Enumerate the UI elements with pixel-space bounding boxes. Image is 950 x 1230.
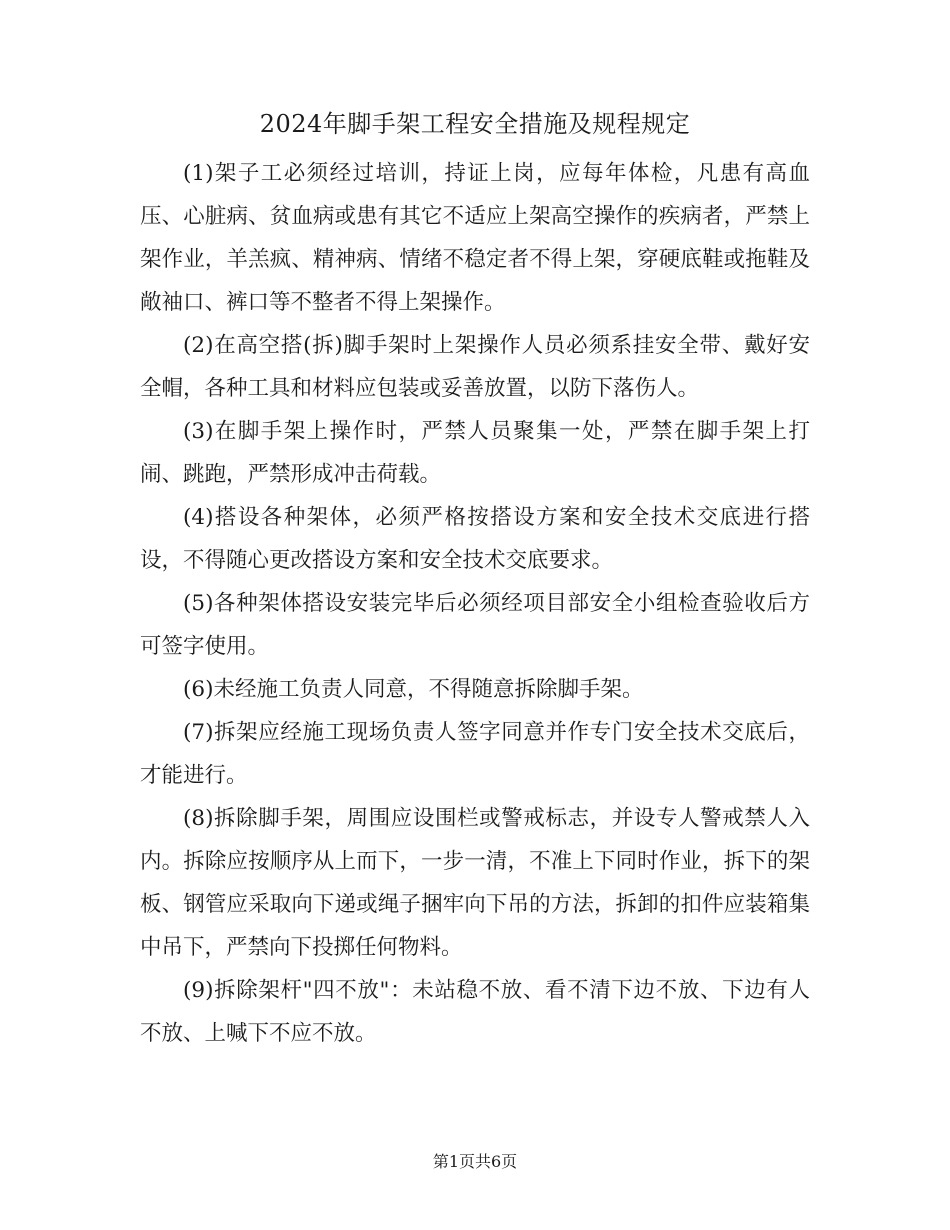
page-number: 第1页共6页 (432, 1152, 518, 1171)
document-title: 2024年脚手架工程安全措施及规程规定 (259, 110, 691, 138)
paragraph-8: (8)拆除脚手架，周围应设围栏或警戒标志，并设专人警戒禁人入内。拆除应按顺序从上而下，一步一清，不准上下同时作业，拆下的架板、钢管应采取向下递或绳子捆牢向下吊的方法，拆卸的扣件应装箱集中吊下，严禁向下投掷任何物料。 (140, 806, 810, 960)
paragraph-2: (2)在高空搭(拆)脚手架时上架操作人员必须系挂安全带、戴好安全帽，各种工具和材料应包装或妥善放置，以防下落伤人。 (140, 333, 810, 401)
document-body (140, 152, 810, 1055)
paragraph-7: (7)拆架应经施工现场负责人签字同意并作专门安全技术交底后，才能进行。 (140, 720, 810, 788)
paragraph-1: (1)架子工必须经过培训，持证上岗，应每年体检，凡患有高血压、心脏病、贫血病或患有其它不适应上架高空操作的疾病者，严禁上架作业，羊羔疯、精神病、情绪不稳定者不得上架，穿硬底鞋或拖鞋及敞袖口、裤口等不整者不得上架操作。 (140, 161, 810, 315)
paragraph-4: (4)搭设各种架体，必须严格按搭设方案和安全技术交底进行搭设，不得随心更改搭设方案和安全技术交底要求。 (140, 505, 810, 573)
paragraph-6: (6)未经施工负责人同意，不得随意拆除脚手架。 (183, 677, 644, 702)
paragraph-5: (5)各种架体搭设安装完毕后必须经项目部安全小组检查验收后方可签字使用。 (140, 591, 810, 659)
paragraph-3: (3)在脚手架上操作时，严禁人员聚集一处，严禁在脚手架上打闹、跳跑，严禁形成冲击荷载。 (140, 419, 810, 487)
paragraph-9: (9)拆除架杆"四不放"：未站稳不放、看不清下边不放、下边有人不放、上喊下不应不放。 (140, 978, 810, 1046)
